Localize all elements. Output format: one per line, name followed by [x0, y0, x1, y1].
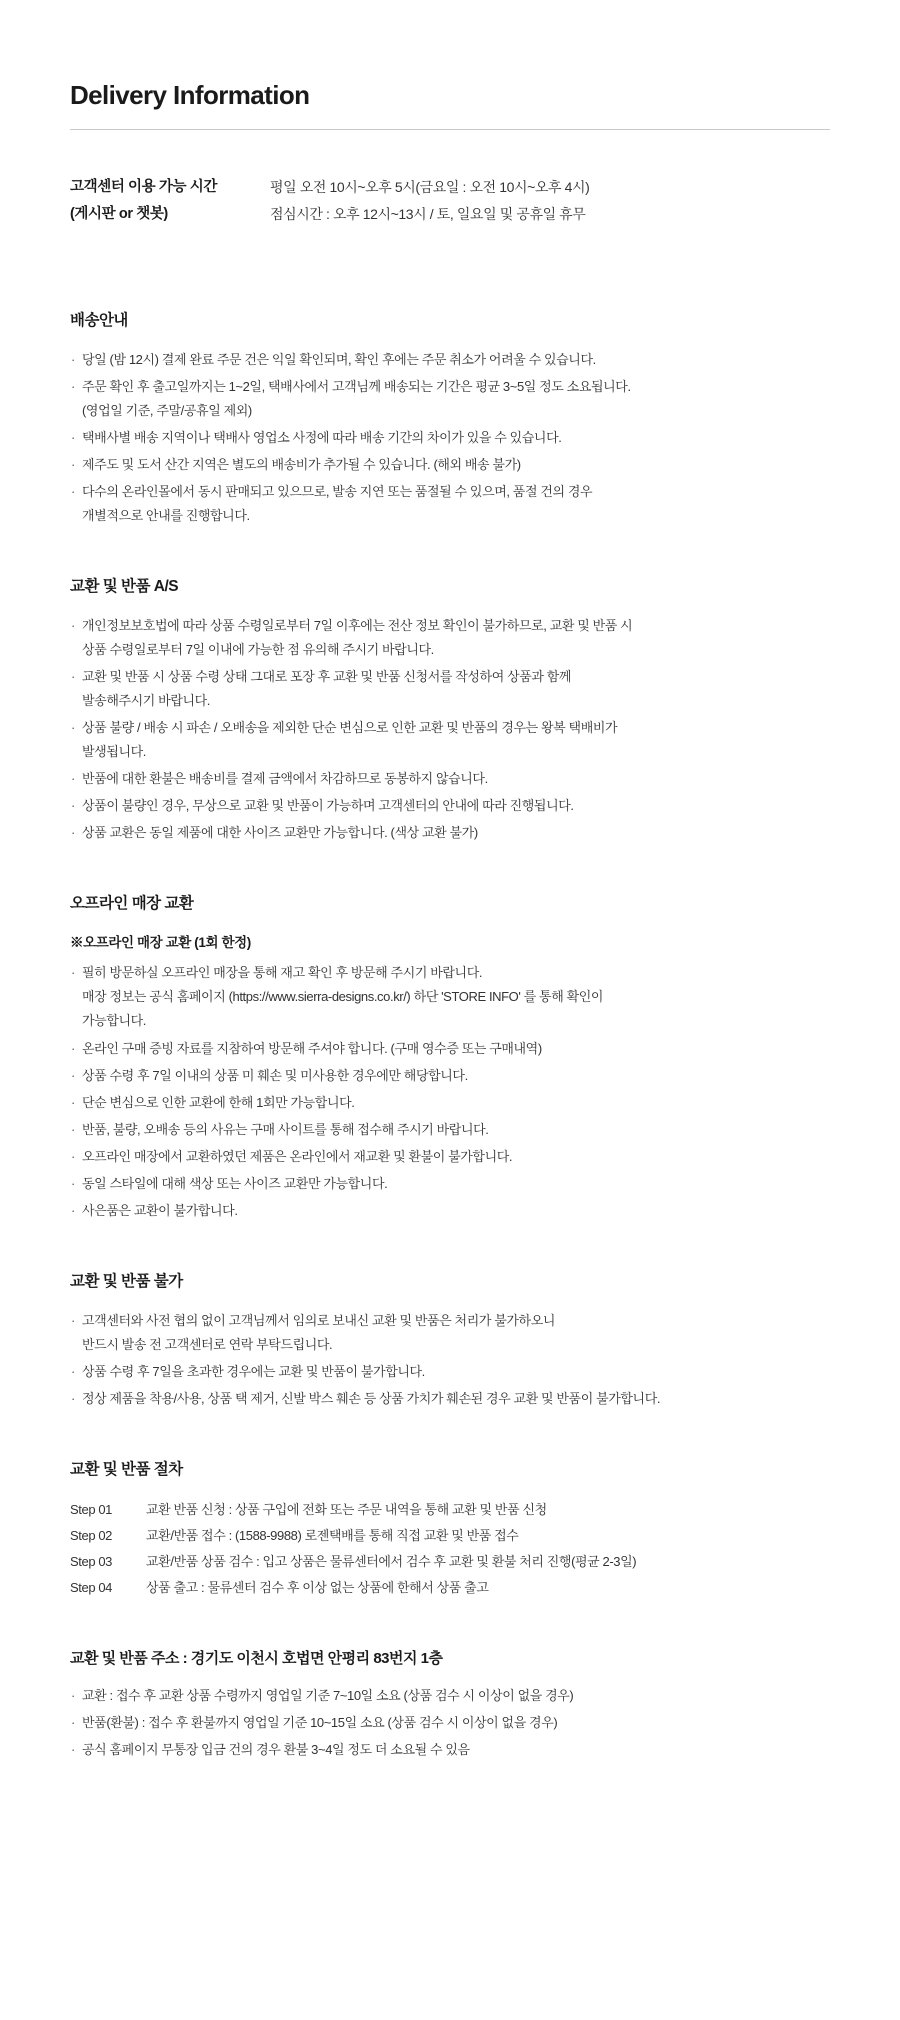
list-item-line: 반드시 발송 전 고객센터로 연락 부탁드립니다. [82, 1336, 333, 1352]
list-item-line: · 동일 스타일에 대해 색상 또는 사이즈 교환만 가능합니다. [82, 1175, 388, 1191]
list-item-line: 매장 정보는 공식 홈페이지 (https://www.sierra-designs.co.kr/) 하단 'STORE INFO' 를 통해 확인이 [82, 989, 604, 1005]
list-item [70, 1711, 830, 1735]
list-item-line: · 당일 (밤 12시) 결제 완료 주문 건은 익일 확인되며, 확인 후에는 주문 취소가 어려울 수 있습니다. [82, 351, 596, 367]
list-item-line: · 정상 제품을 착용/사용, 상품 택 제거, 신발 박스 훼손 등 상품 가치가 훼손된 경우 교환 및 반품이 불가합니다. [82, 1390, 661, 1406]
step-key: Step 01 [70, 1502, 113, 1518]
step-row [70, 1549, 830, 1575]
not-allowed-list [70, 1309, 830, 1411]
list-item [70, 1064, 830, 1088]
customer-center-label [70, 174, 270, 228]
process-steps [70, 1497, 830, 1601]
list-item-line: 개별적으로 안내를 진행합니다. [82, 507, 250, 523]
step-value: 교환/반품 접수 : (1588-9988) 로젠택배를 통해 직접 교환 및 반품 접수 [146, 1528, 519, 1544]
list-item-line: · 반품에 대한 환불은 배송비를 결제 금액에서 차감하므로 동봉하지 않습니다. [82, 771, 488, 787]
list-item-line: · 주문 확인 후 출고일까지는 1~2일, 택배사에서 고객님께 배송되는 기간은 평균 3~5일 정도 소요됩니다. [82, 378, 631, 394]
offline-list [70, 961, 830, 1222]
list-item-line: 발송해주시기 바랍니다. [82, 693, 211, 709]
list-item [70, 348, 830, 372]
process-heading: 교환 및 반품 절차 [70, 1461, 183, 1479]
list-item-line: · 사은품은 교환이 불가합니다. [82, 1202, 238, 1218]
list-item [70, 480, 830, 528]
step-row [70, 1497, 830, 1523]
customer-center-hours: 평일 오전 10시~오후 5시(금요일 : 오전 10시~오후 4시) [270, 179, 590, 195]
list-item [70, 1684, 830, 1708]
step-row [70, 1575, 830, 1601]
step-value: 교환/반품 상품 검수 : 입고 상품은 물류센터에서 검수 후 교환 및 환불 처리 진행(평균 2-3일) [146, 1554, 637, 1570]
section-process [70, 1457, 830, 1601]
customer-center-label-line1: 고객센터 이용 가능 시간 [70, 179, 217, 195]
list-item-line: · 공식 홈페이지 무통장 입금 건의 경우 환불 3~4일 정도 더 소요될 수 있음 [82, 1742, 470, 1758]
step-key: Step 04 [70, 1580, 113, 1596]
list-item [70, 426, 830, 450]
list-item-line: 상품 수령일로부터 7일 이내에 가능한 점 유의해 주시기 바랍니다. [82, 642, 434, 657]
offline-sub-heading: ※오프라인 매장 교환 (1회 한정) [70, 935, 251, 951]
list-item-line: 가능합니다. [82, 1013, 147, 1029]
list-item-line: · 다수의 온라인몰에서 동시 판매되고 있으므로, 발송 지연 또는 품절될 수 있으며, 품절 건의 경우 [82, 483, 593, 499]
list-item [70, 1145, 830, 1169]
title-divider [70, 129, 830, 130]
list-item-line: · 개인정보보호법에 따라 상품 수령일로부터 7일 이후에는 전산 정보 확인이 불가하므로, 교환 및 반품 시 [82, 617, 633, 633]
list-item [70, 794, 830, 818]
list-item [70, 1738, 830, 1762]
customer-center-label-line2: (게시판 or 챗봇) [70, 205, 168, 222]
list-item-line: · 택배사별 배송 지역이나 택배사 영업소 사정에 따라 배송 기간의 차이가 있을 수 있습니다. [82, 429, 562, 445]
list-item [70, 1387, 830, 1411]
step-row [70, 1523, 830, 1549]
list-item-line: · 상품 수령 후 7일을 초과한 경우에는 교환 및 반품이 불가합니다. [82, 1363, 425, 1379]
list-item-line: · 온라인 구매 증빙 자료를 지참하여 방문해 주셔야 합니다. (구매 영수증 또는 구매내역) [82, 1040, 542, 1056]
section-return-address [70, 1647, 830, 1762]
section-not-allowed [70, 1269, 830, 1411]
list-item-line: · 상품 불량 / 배송 시 파손 / 오배송을 제외한 단순 변심으로 인한 교환 및 반품의 경우는 왕복 택배비가 [82, 720, 618, 736]
offline-heading: 오프라인 매장 교환 [70, 895, 194, 913]
address-heading: 교환 및 반품 주소 : 경기도 이천시 호법면 안평리 83번지 1층 [70, 1650, 443, 1668]
customer-center-lunch: 점심시간 : 오후 12시~13시 / 토, 일요일 및 공휴일 휴무 [270, 205, 586, 222]
list-item [70, 1360, 830, 1384]
not-allowed-heading: 교환 및 반품 불가 [70, 1272, 183, 1290]
list-item-line: · 상품이 불량인 경우, 무상으로 교환 및 반품이 가능하며 고객센터의 안내에 따라 진행됩니다. [82, 798, 574, 814]
list-item-line: · 필히 방문하실 오프라인 매장을 통해 재고 확인 후 방문해 주시기 바랍니다. [82, 965, 483, 981]
list-item-line: (영업일 기준, 주말/공휴일 제외) [82, 402, 252, 418]
section-offline-exchange [70, 891, 830, 1222]
list-item-line: · 반품, 불량, 오배송 등의 사유는 구매 사이트를 통해 접수해 주시기 바랍니다. [82, 1121, 489, 1137]
list-item [70, 1091, 830, 1115]
exchange-list [70, 614, 830, 845]
list-item [70, 453, 830, 477]
exchange-heading: 교환 및 반품 A/S [70, 577, 179, 595]
list-item-line: · 상품 수령 후 7일 이내의 상품 미 훼손 및 미사용한 경우에만 해당합니다. [82, 1067, 468, 1083]
section-shipping [70, 308, 830, 528]
step-value: 교환 반품 신청 : 상품 구입에 전화 또는 주문 내역을 통해 교환 및 반품 신청 [146, 1502, 547, 1518]
list-item [70, 716, 830, 764]
customer-center-values [270, 174, 589, 227]
list-item [70, 961, 830, 1033]
list-item [70, 1199, 830, 1223]
list-item [70, 1309, 830, 1357]
customer-center-block [70, 174, 830, 228]
shipping-heading: 배송안내 [70, 311, 128, 329]
shipping-list [70, 348, 830, 528]
page-title: Delivery Information [70, 80, 310, 110]
list-item [70, 375, 830, 423]
step-value: 상품 출고 : 물류센터 검수 후 이상 없는 상품에 한해서 상품 출고 [146, 1580, 489, 1596]
list-item [70, 821, 830, 845]
step-key: Step 03 [70, 1554, 113, 1570]
list-item [70, 767, 830, 791]
list-item-line: · 상품 교환은 동일 제품에 대한 사이즈 교환만 가능합니다. (색상 교환 불가) [82, 825, 478, 841]
list-item [70, 665, 830, 713]
list-item-line: · 교환 : 접수 후 교환 상품 수령까지 영업일 기준 7~10일 소요 (상품 검수 시 이상이 없을 경우) [82, 1688, 574, 1704]
section-exchange-return [70, 574, 830, 845]
list-item-line: · 고객센터와 사전 협의 없이 고객님께서 임의로 보내신 교환 및 반품은 처리가 불가하오니 [82, 1312, 556, 1328]
list-item [70, 614, 830, 662]
list-item [70, 1118, 830, 1142]
address-list [70, 1684, 830, 1762]
list-item-line: · 제주도 및 도서 산간 지역은 별도의 배송비가 추가될 수 있습니다. (해외 배송 불가) [82, 456, 521, 472]
list-item-line: · 단순 변심으로 인한 교환에 한해 1회만 가능합니다. [82, 1094, 355, 1110]
list-item-line: · 교환 및 반품 시 상품 수령 상태 그대로 포장 후 교환 및 반품 신청서를 작성하여 상품과 함께 [82, 669, 572, 685]
list-item-line: 발생됩니다. [82, 744, 147, 760]
list-item-line: · 오프라인 매장에서 교환하였던 제품은 온라인에서 재교환 및 환불이 불가합니다. [82, 1148, 513, 1164]
list-item-line: · 반품(환불) : 접수 후 환불까지 영업일 기준 10~15일 소요 (상품 검수 시 이상이 없을 경우) [82, 1715, 558, 1731]
list-item [70, 1172, 830, 1196]
list-item [70, 1037, 830, 1061]
step-key: Step 02 [70, 1528, 113, 1544]
